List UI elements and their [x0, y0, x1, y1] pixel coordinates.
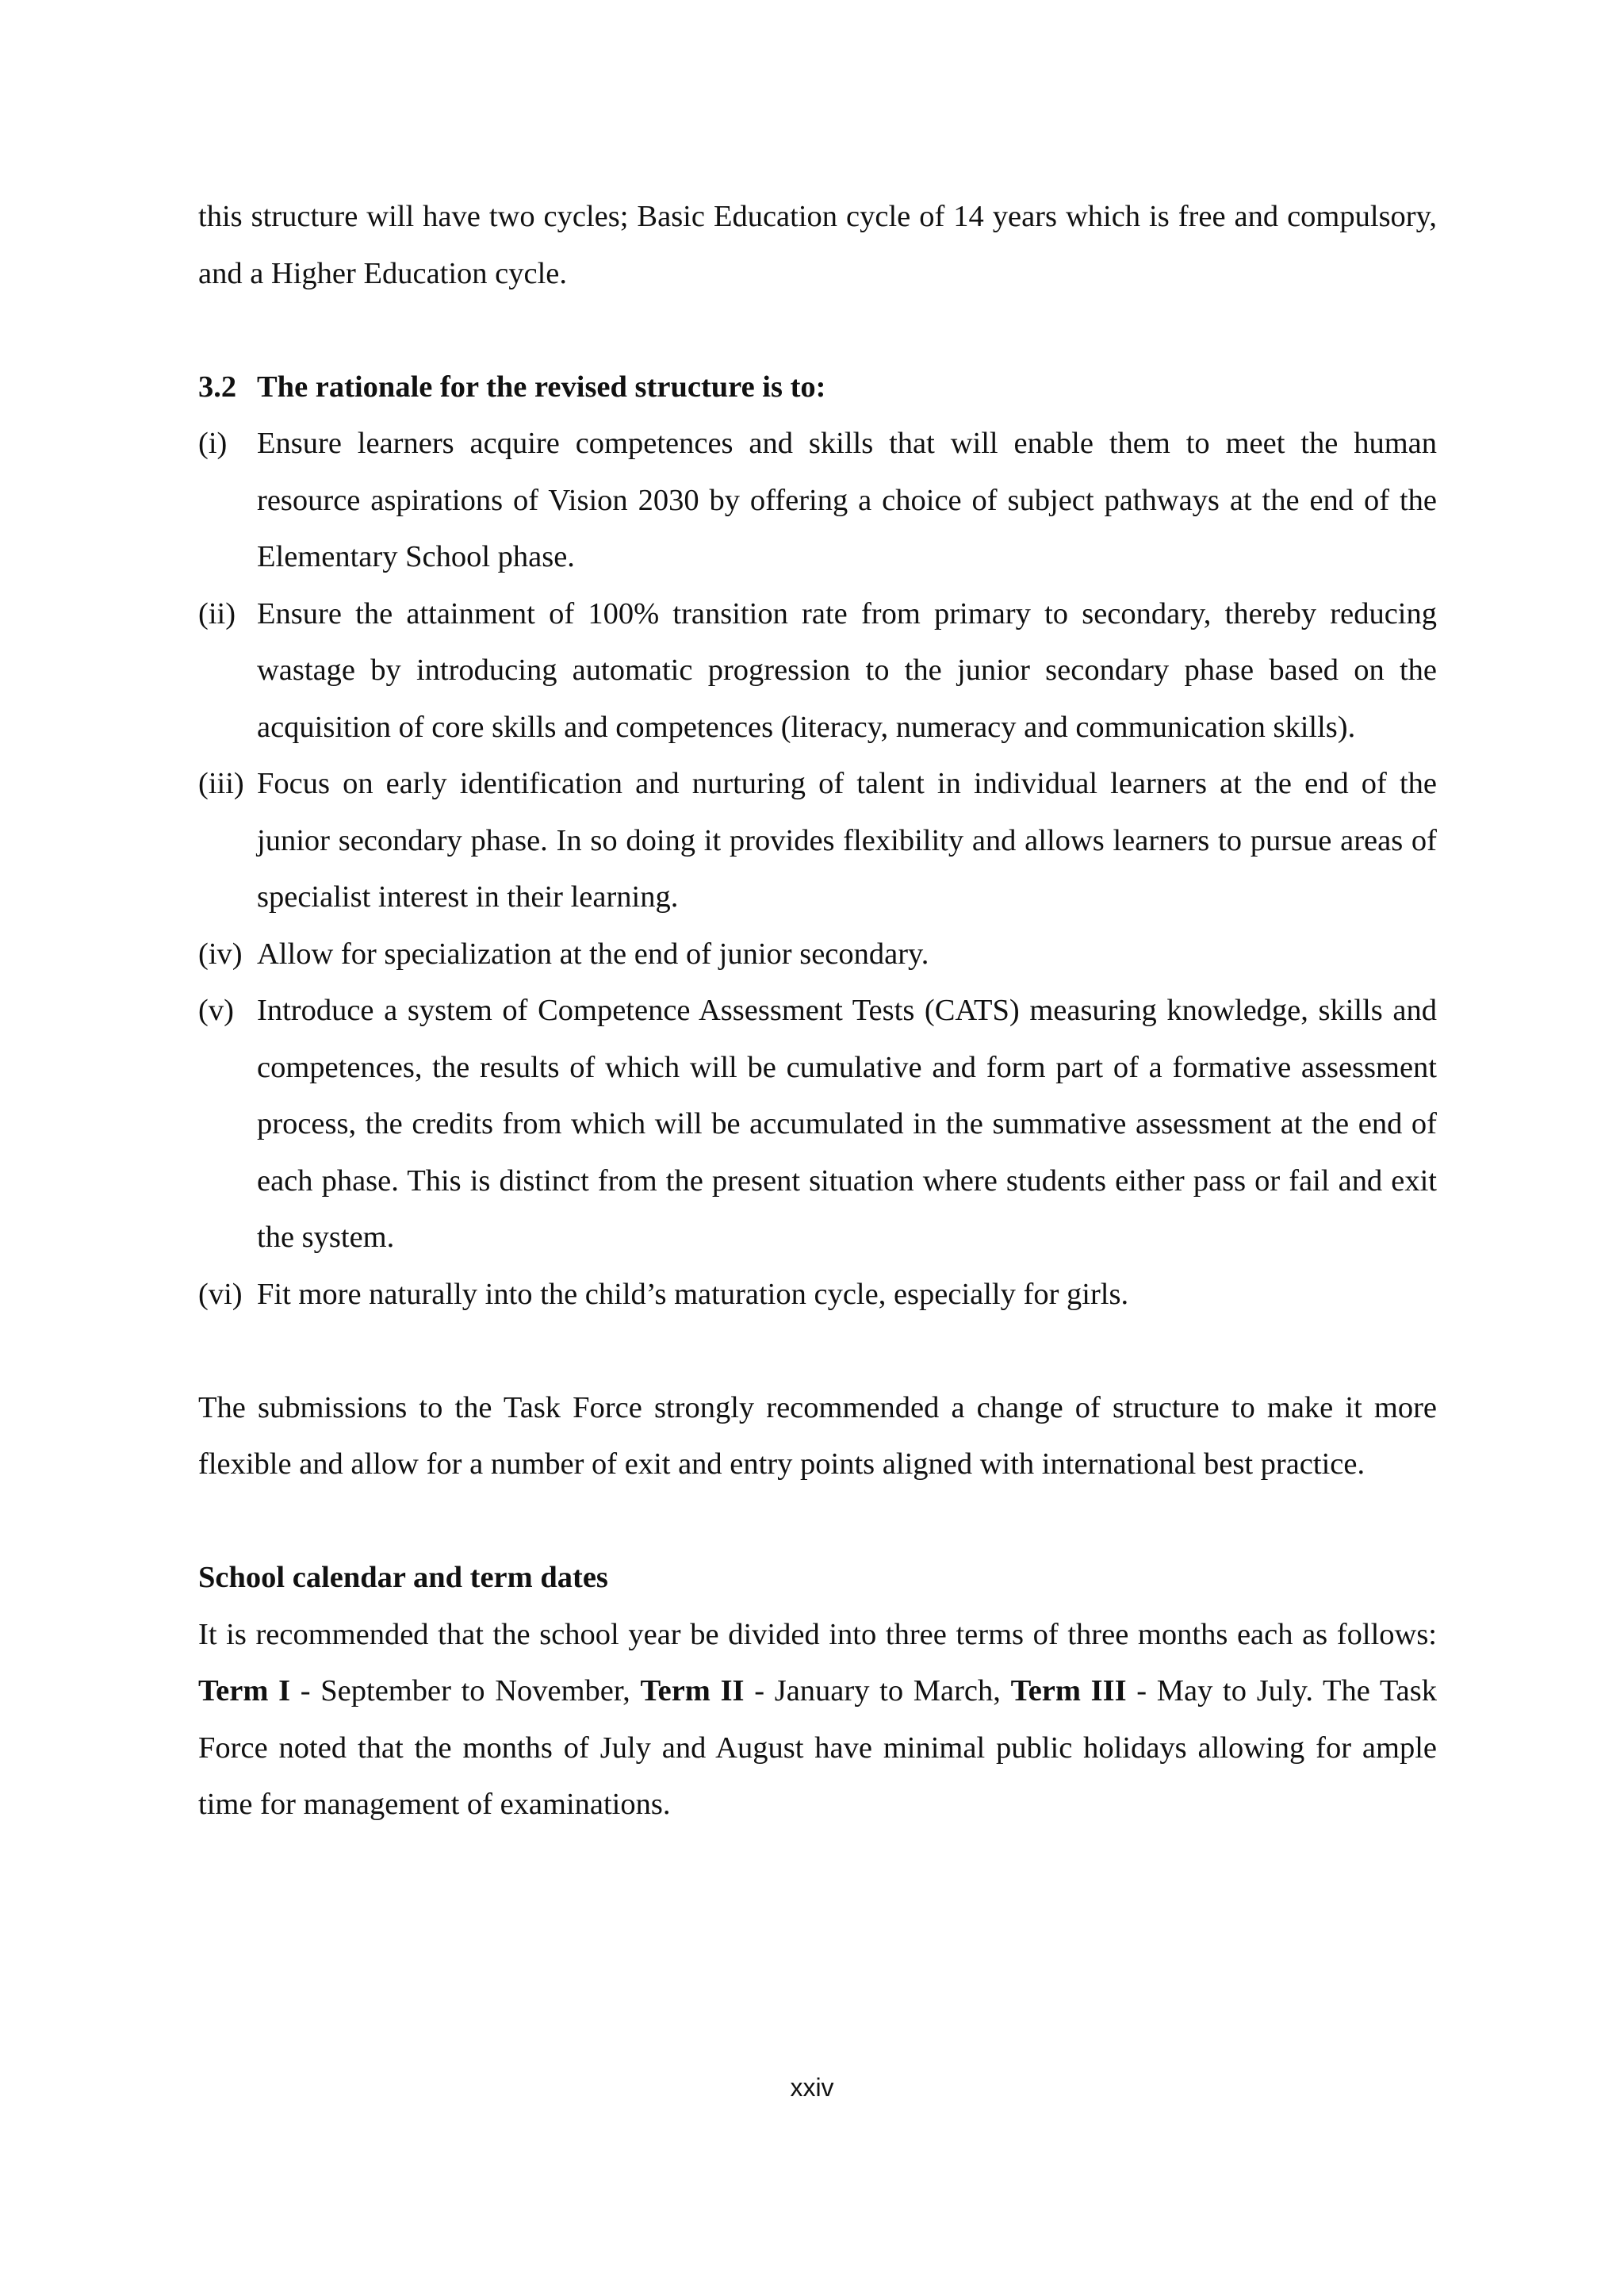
list-item-text: Introduce a system of Competence Assessment Tests (CATS) measuring knowledge, skills and competences, the results of which will be cumulative and form part of a formative assessment process, the credits from which will be accumulated in the summative assessment at the end of each phase. This is distinct from the present situation where students either pass or fail and exit the system.: [257, 994, 1437, 1254]
spacer: [198, 1493, 1437, 1550]
list-item: [198, 926, 1437, 983]
term-1-label: Term I: [198, 1674, 291, 1708]
list-item-label: (ii): [198, 596, 236, 631]
spacer: [198, 1323, 1437, 1380]
list-item: [198, 756, 1437, 926]
rationale-list: [198, 416, 1437, 1323]
list-item-label: (iv): [198, 937, 243, 971]
list-item-label: (i): [198, 427, 228, 460]
calendar-paragraph: [198, 1607, 1437, 1834]
submissions-paragraph: The submissions to the Task Force strongly recommended a change of structure to make it more flexible and allow for a number of exit and entry points aligned with international best practice.: [198, 1390, 1437, 1481]
document-page: [198, 189, 1437, 1834]
list-item-label: (iii): [198, 767, 244, 800]
section-title: The rationale for the revised structure is to:: [257, 370, 826, 404]
term-3-label: Term III: [1010, 1674, 1127, 1708]
list-item-text: Ensure the attainment of 100% transition rate from primary to secondary, thereby reducing wastage by introducing automatic progression to the junior secondary phase based on the acquisition of core skills and competences (literacy, numeracy and communication skills).: [257, 596, 1437, 744]
term-2-label: Term II: [640, 1674, 745, 1708]
spacer: [198, 302, 1437, 359]
list-item-label: (vi): [198, 1277, 243, 1311]
list-item: [198, 586, 1437, 757]
list-item: [198, 983, 1437, 1267]
list-item-text: Focus on early identification and nurturing of talent in individual learners at the end of the junior secondary phase. In so doing it provides flexibility and allows learners to pursue areas of specialist interest in their learning.: [257, 767, 1437, 914]
calendar-heading: School calendar and term dates: [198, 1561, 608, 1594]
list-item-text: Fit more naturally into the child’s maturation cycle, especially for girls.: [257, 1277, 1129, 1311]
list-item: [198, 1267, 1437, 1324]
term-2-text: - January to March,: [744, 1674, 1011, 1708]
list-item-label: (v): [198, 994, 234, 1027]
calendar-intro-text: It is recommended that the school year be divided into three terms of three months each as follows:: [198, 1617, 1437, 1651]
section-number: 3.2: [198, 370, 237, 404]
term-1-text: - September to November,: [290, 1674, 641, 1708]
list-item-text: Ensure learners acquire competences and skills that will enable them to meet the human resource aspirations of Vision 2030 by offering a choice of subject pathways at the end of the Elementary School phase.: [257, 427, 1437, 573]
page-number: xxiv: [790, 2073, 834, 2102]
list-item: [198, 416, 1437, 586]
intro-paragraph: this structure will have two cycles; Basic Education cycle of 14 years which is free and compulsory, and a Higher Education cycle.: [198, 200, 1437, 290]
list-item-text: Allow for specialization at the end of junior secondary.: [257, 937, 929, 971]
term-3-text: - May to July. The Task Force noted that the months of July and August have minimal public holidays allowing for ample time for management of examinations.: [198, 1674, 1437, 1821]
section-heading: [198, 359, 1437, 416]
